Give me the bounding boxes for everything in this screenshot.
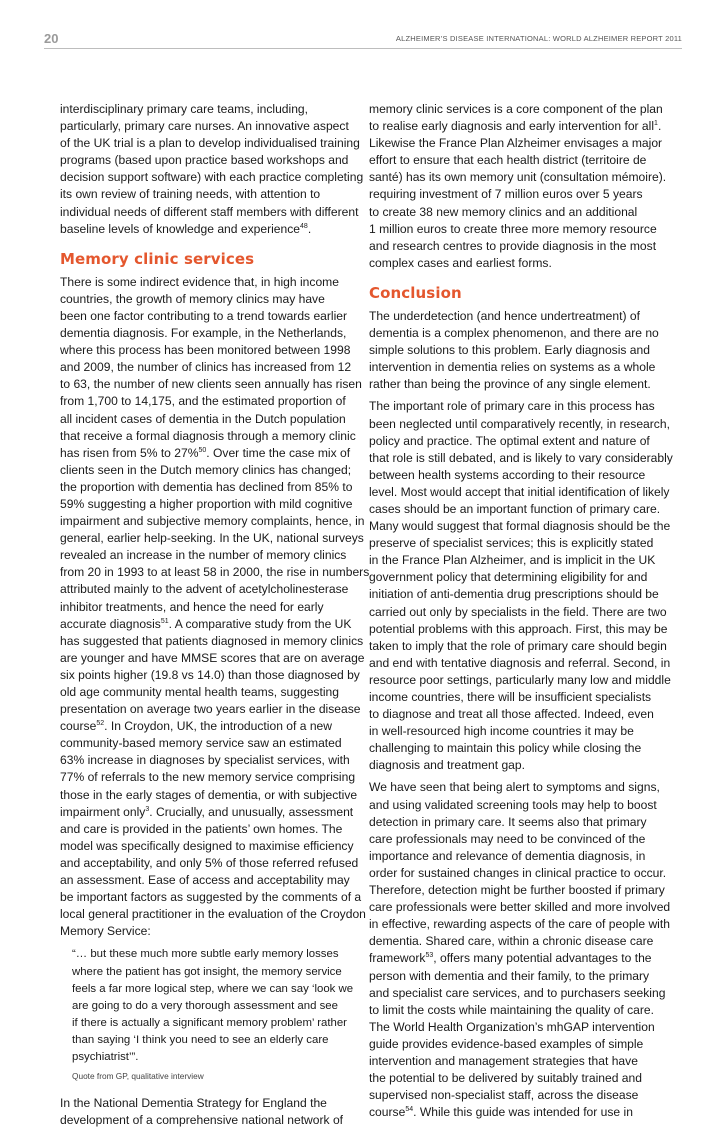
text-line: simple solutions to this problem. Early diagnosis and bbox=[369, 343, 650, 358]
text-line: feels a far more logical step, where we can say ‘look we bbox=[72, 982, 354, 995]
paragraph-cont bbox=[60, 735, 358, 820]
text-line: We have seen that being alert to symptoms and signs, bbox=[369, 780, 660, 795]
paragraph-cont bbox=[369, 968, 666, 1122]
text-line: and research centres to provide diagnosis in the most bbox=[369, 238, 657, 253]
text-line: general, earlier help-seeking. In the UK, national surveys bbox=[60, 531, 364, 546]
citation: 51 bbox=[160, 617, 169, 625]
text-line: where this process has been monitored between 1998 bbox=[60, 343, 351, 358]
text-line: be important factors as suggested by the comments of a bbox=[60, 890, 362, 905]
text-line: development of a comprehensive national network of bbox=[60, 1113, 344, 1128]
left-column bbox=[60, 101, 370, 1134]
paragraph bbox=[60, 1095, 352, 1129]
text-line: to diagnose and treat all those affected. Indeed, even bbox=[369, 707, 654, 722]
text-line: carried out only by specialists in the field. There are two bbox=[369, 604, 667, 619]
text-line: requiring investment of 7 million euros over 5 years bbox=[369, 187, 643, 202]
text-line: revealed an increase in the number of memory clinics bbox=[60, 548, 347, 563]
text-line: programs (based upon practice based workshops and bbox=[60, 153, 349, 168]
text-line: impairment and subjective memory complaints, hence, in bbox=[60, 514, 365, 529]
text-line: an assessment. Ease of access and acceptability may bbox=[60, 873, 350, 888]
text-line: In the National Dementia Strategy for England the bbox=[60, 1096, 327, 1111]
text-line: decision support software) with each practice completing bbox=[60, 170, 364, 185]
text-line: attributed mainly to the advent of acetylcholinesterase bbox=[60, 582, 349, 597]
text-line: preserve of specialist services; this is explicitly stated bbox=[369, 536, 654, 551]
text-line: to 63, the number of new clients seen annually has risen bbox=[60, 377, 362, 392]
text-line: model was specifically designed to maximise efficiency bbox=[60, 838, 354, 853]
citation: 54 bbox=[405, 1106, 414, 1114]
citation: 53 bbox=[425, 952, 434, 960]
paragraph bbox=[369, 779, 671, 967]
text-line: policy and practice. The optimal extent and nature of bbox=[369, 433, 650, 448]
text-line: accurate diagnosis$^{51}$. A comparative study from the UK bbox=[60, 616, 352, 631]
section-heading-conclusion: Conclusion bbox=[369, 283, 462, 302]
text-line: has risen from 5% to 27%$^{50}$. Over time the case mix of bbox=[60, 445, 351, 460]
text-line: that role is still debated, and is likely to vary considerably bbox=[369, 450, 673, 465]
text-line: santé) has its own memory unit (consultation mémoire). bbox=[369, 170, 667, 185]
text-line: old age community mental health teams, suggesting bbox=[60, 685, 339, 699]
text-line: if there is actually a significant memory problem’ rather bbox=[72, 1016, 347, 1029]
text-line: six points higher (19.8 vs 14.0) than those diagnosed by bbox=[60, 667, 360, 682]
text-line: Therefore, detection might be further boosted if primary bbox=[369, 883, 665, 898]
text-line: person with dementia and their family, to the primary bbox=[369, 968, 650, 983]
text-line: course$^{54}$. While this guide was intended for use in bbox=[369, 1105, 633, 1120]
text-line: and 2009, the number of clinics has increased from 12 bbox=[60, 360, 352, 375]
text-line: dementia. Shared care, within a chronic disease care bbox=[369, 934, 654, 949]
text-line: government policy that determining eligibility for and bbox=[369, 570, 648, 585]
text-line: 1 million euros to create three more memory resource bbox=[369, 221, 657, 236]
text-line: countries, the growth of memory clinics may have bbox=[60, 291, 325, 306]
text-line: impairment only$^3$. Crucially, and unusually, assessment bbox=[60, 804, 354, 819]
text-line: than saying ‘I think you need to see an elderly care bbox=[72, 1033, 329, 1046]
text-line: community-based memory service saw an estimated bbox=[60, 736, 342, 751]
page-number: 20 bbox=[44, 31, 59, 46]
text-line: inhibitor treatments, and hence the need for early bbox=[60, 599, 324, 614]
text-line: potential problems with this approach. First, this may be bbox=[369, 621, 668, 636]
paragraph-cont bbox=[60, 821, 366, 941]
citation: 1 bbox=[654, 120, 658, 128]
paragraph bbox=[60, 274, 362, 462]
text-line: importance and relevance of dementia diagnosis, in bbox=[369, 848, 646, 863]
text-line: local general practitioner in the evaluation of the Croydon bbox=[60, 907, 366, 922]
text-line: There is some indirect evidence that, in high income bbox=[60, 274, 339, 289]
text-line: and using validated screening tools may help to boost bbox=[369, 797, 657, 812]
text-line: level. Most would accept that initial identification of likely bbox=[369, 484, 670, 499]
text-line: care professionals were better skilled and more involved bbox=[369, 900, 671, 915]
text-line: from 1,700 to 14,175, and the estimated proportion of bbox=[60, 394, 346, 409]
text-line: The World Health Organization’s mhGAP intervention bbox=[369, 1019, 655, 1034]
text-line: challenging to maintain this policy while closing the bbox=[369, 741, 642, 756]
text-line: taken to imply that the role of primary care should begin bbox=[369, 638, 667, 653]
text-line: course$^{52}$. In Croydon, UK, the introduction of a new bbox=[60, 719, 333, 734]
text-line: The important role of primary care in this process has bbox=[369, 399, 655, 414]
text-line: to limit the costs while maintaining the quality of care. bbox=[369, 1002, 655, 1017]
section-heading-memory-clinic-services: Memory clinic services bbox=[60, 249, 255, 268]
right-column bbox=[369, 101, 673, 1121]
text-line: resource poor settings, particularly many low and middle bbox=[369, 672, 671, 687]
text-line: where the patient has got insight, the memory service bbox=[72, 965, 342, 978]
text-line: the proportion with dementia has declined from 85% to bbox=[60, 479, 353, 494]
text-line: interdisciplinary primary care teams, including, bbox=[60, 102, 309, 116]
text-line: The underdetection (and hence undertreatment) of bbox=[369, 308, 640, 323]
text-line: those in the early stages of dementia, or with subjective bbox=[60, 787, 358, 802]
text-line: dementia is a complex phenomenon, and there are no bbox=[369, 326, 659, 341]
citation: 52 bbox=[96, 720, 105, 728]
text-line: all incident cases of dementia in the Dutch population bbox=[60, 411, 346, 426]
text-line: care professionals may need to be convinced of the bbox=[369, 831, 646, 846]
text-line: income countries, there will be insufficient specialists bbox=[369, 690, 652, 704]
text-line: been one factor contributing to a trend towards earlier bbox=[60, 308, 348, 323]
text-line: framework$^{53}$, offers many potential advantages to the bbox=[369, 951, 652, 966]
text-line: effort to ensure that each health district (territoire de bbox=[369, 153, 647, 168]
text-line: clients seen in the Dutch memory clinics has changed; bbox=[60, 462, 352, 477]
text-line: been neglected until comparatively recently, in research, bbox=[369, 416, 670, 431]
citation: 3 bbox=[145, 805, 150, 813]
text-line: the potential to be delivered by suitably trained and bbox=[369, 1071, 642, 1086]
text-line: particularly, primary care nurses. An innovative aspect bbox=[60, 119, 349, 134]
text-line: order for sustained changes in clinical practice to occur. bbox=[369, 865, 667, 880]
text-line: from 20 in 1993 to at least 58 in 2000, the rise in numbers bbox=[60, 565, 370, 580]
text-line: dementia diagnosis. For example, in the Netherlands, bbox=[60, 326, 347, 341]
text-line: psychiatrist’”. bbox=[72, 1050, 139, 1063]
citation: 48 bbox=[300, 222, 308, 230]
text-line: individual needs of different staff members with different bbox=[60, 204, 359, 219]
text-line: complex cases and earliest forms. bbox=[369, 255, 552, 270]
text-line: of the UK trial is a plan to develop individualised training bbox=[60, 136, 360, 151]
text-line: detection in primary care. It seems also that primary bbox=[369, 814, 647, 829]
text-line: guide provides evidence-based examples of simple bbox=[369, 1036, 644, 1051]
text-line: intervention and management strategies that have bbox=[369, 1053, 638, 1068]
text-line: 77% of referrals to the new memory service comprising bbox=[60, 770, 356, 785]
text-line: to create 38 new memory clinics and an additional bbox=[369, 204, 638, 219]
text-line: Many would suggest that formal diagnosis should be the bbox=[369, 519, 671, 534]
paragraph-cont bbox=[60, 462, 370, 633]
paragraph-cont bbox=[60, 633, 365, 736]
text-line: and end with tentative diagnosis and referral. Second, in bbox=[369, 655, 671, 670]
text-line: Likewise the France Plan Alzheimer envisages a major bbox=[369, 136, 663, 151]
text-line: are younger and have MMSE scores that are on average bbox=[60, 650, 365, 665]
text-line: diagnosis and treatment gap. bbox=[369, 758, 525, 773]
paragraph bbox=[60, 101, 364, 238]
text-line: presentation on average two years earlier in the disease bbox=[60, 702, 361, 717]
text-line: between health systems according to their resource bbox=[369, 467, 646, 482]
text-line: baseline levels of knowledge and experience$^{48}$. bbox=[60, 221, 312, 236]
text-line: has suggested that patients diagnosed in memory clinics bbox=[60, 633, 364, 648]
text-line: in well-resourced high income countries it may be bbox=[369, 724, 634, 739]
text-line: 59% suggesting a higher proportion with mild cognitive bbox=[60, 496, 353, 511]
paragraph bbox=[369, 101, 667, 272]
text-line: supervised non-specialist staff, across the disease bbox=[369, 1088, 639, 1103]
citation: 50 bbox=[198, 446, 207, 454]
paragraph bbox=[369, 398, 673, 774]
text-line: rather than being the province of any single element. bbox=[369, 377, 651, 392]
text-line: its own review of training needs, with attention to bbox=[60, 187, 321, 202]
quote-attribution: Quote from GP, qualitative interview bbox=[72, 1071, 204, 1082]
text-line: and specialist care services, and to purchasers seeking bbox=[369, 985, 666, 1000]
text-line: 63% increase in diagnoses by specialist services, with bbox=[60, 753, 350, 768]
text-line: that receive a formal diagnosis through a memory clinic bbox=[60, 428, 356, 443]
text-line: “… but these much more subtle early memory losses bbox=[72, 948, 339, 961]
text-line: memory clinic services is a core component of the plan bbox=[369, 102, 663, 116]
text-line: and acceptability, and only 5% of those referred refused bbox=[60, 855, 359, 870]
text-line: cases should be an important function of primary care. bbox=[369, 501, 661, 516]
block-quote bbox=[72, 946, 352, 1066]
text-line: intervention in dementia relies on systems as a whole bbox=[369, 360, 656, 375]
text-line: are going to do a very thorough assessment and see bbox=[72, 999, 338, 1012]
text-line: in effective, rewarding aspects of the care of people with bbox=[369, 917, 670, 932]
text-line: in the France Plan Alzheimer, and is implicit in the UK bbox=[369, 553, 656, 568]
lines-group bbox=[369, 135, 667, 272]
running-header: ALZHEIMER’S DISEASE INTERNATIONAL: WORLD ALZHEIMER REPORT 2011 bbox=[395, 34, 682, 43]
header-divider bbox=[44, 48, 682, 49]
text-line: initiation of anti-dementia drug prescriptions should be bbox=[369, 587, 659, 602]
text-line: and care is provided in the patients’ own homes. The bbox=[60, 821, 343, 836]
text-line: to realise early diagnosis and early intervention for all$^1$. bbox=[369, 119, 662, 134]
text-line: Memory Service: bbox=[60, 924, 151, 939]
paragraph bbox=[369, 308, 659, 393]
